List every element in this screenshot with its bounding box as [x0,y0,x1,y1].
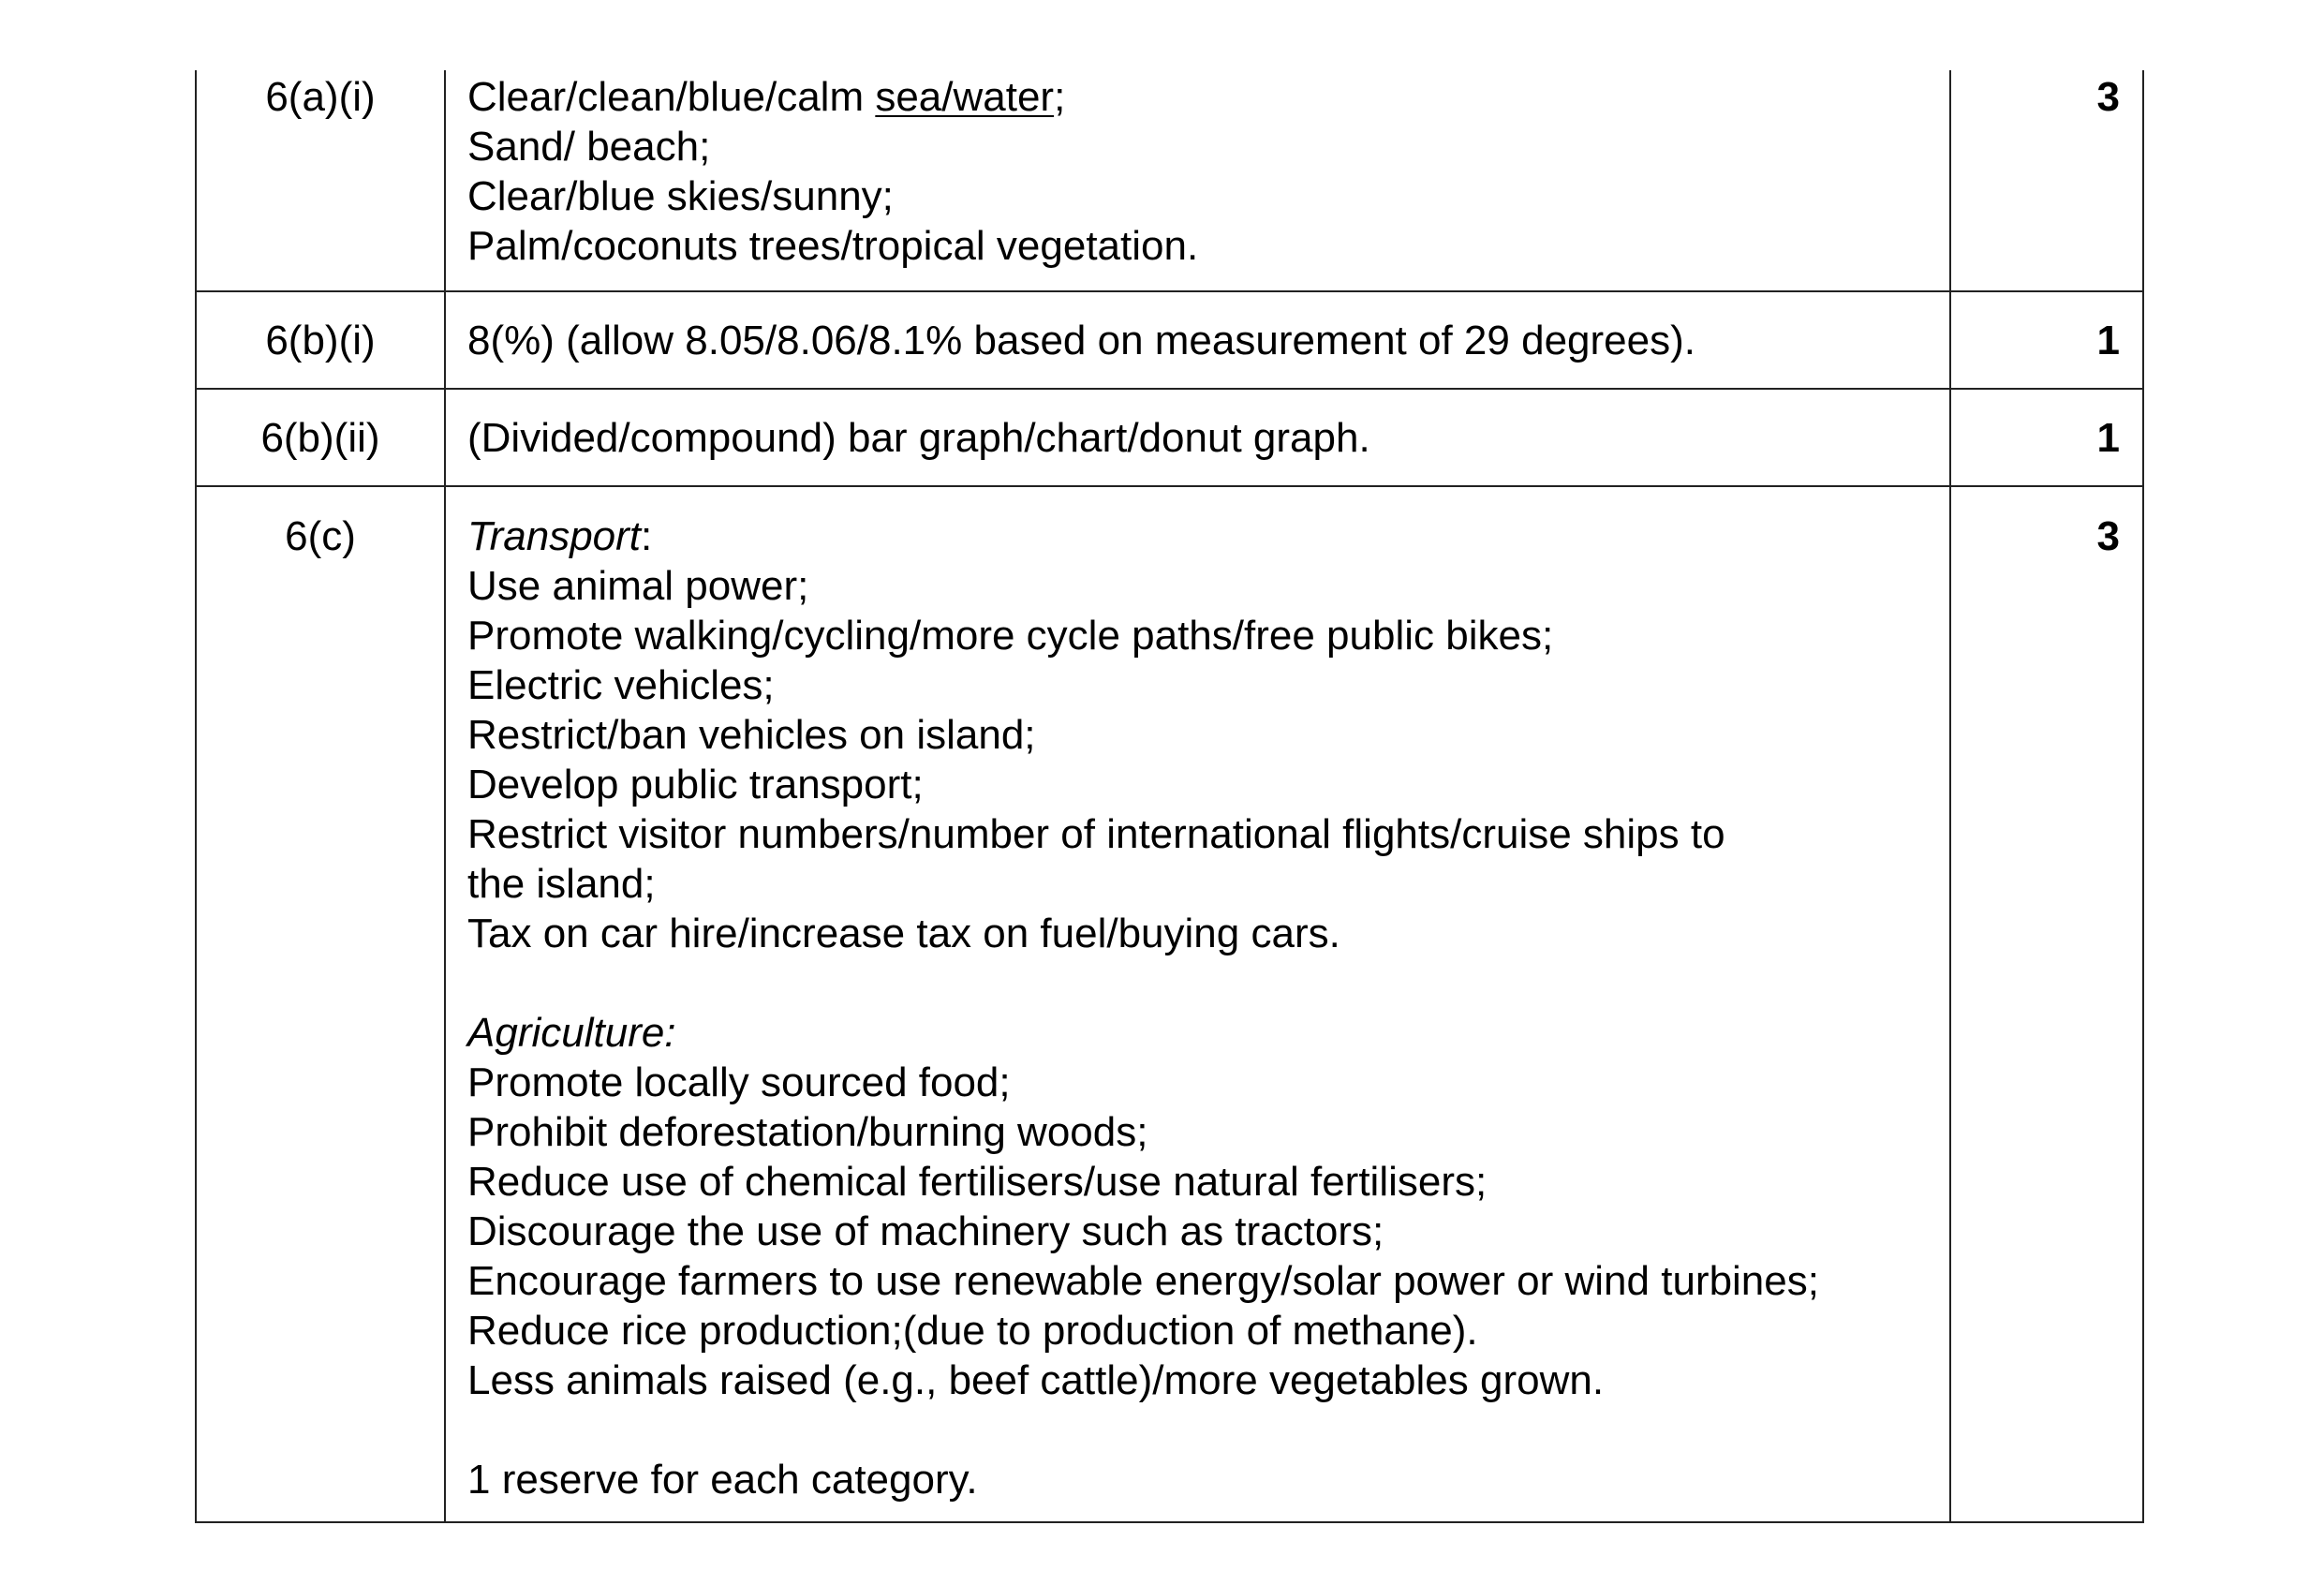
answer-line: 8(%) (allow 8.05/8.06/8.1% based on measurement of 29 degrees). [467,318,1695,363]
transport-heading-line [467,511,1931,561]
agriculture-item: Prohibit deforestation/burning woods; [467,1109,1148,1155]
question-number: 6(a)(i) [265,74,376,120]
transport-item: Restrict visitor numbers/number of international flights/cruise ships to [467,811,1725,857]
answer-text: ; [1054,74,1066,120]
transport-item: Tax on car hire/increase tax on fuel/buying cars. [467,911,1340,956]
agriculture-item: Discourage the use of machinery such as tractors; [467,1208,1384,1254]
mark-scheme-page [195,70,2142,1523]
marks-cell [1950,389,2143,486]
marks-value: 3 [2096,513,2120,559]
agriculture-item: Reduce use of chemical fertilisers/use natural fertilisers; [467,1159,1488,1205]
transport-heading: Transport [467,513,642,559]
transport-item: Promote walking/cycling/more cycle paths/free public bikes; [467,613,1554,659]
marks-value: 1 [2096,415,2120,461]
transport-item: Restrict/ban vehicles on island; [467,712,1036,758]
answer-text: Clear/clean/blue/calm [467,74,876,120]
answer-cell [445,291,1950,389]
reserve-note: 1 reserve for each category. [467,1457,978,1503]
answer-line: Clear/blue skies/sunny; [467,173,894,219]
transport-item: Develop public transport; [467,762,924,807]
agriculture-item: Less animals raised (e.g., beef cattle)/more vegetables grown. [467,1357,1605,1403]
answer-cell [445,389,1950,486]
underlined-key-term: sea/water [875,74,1055,120]
transport-item: Electric vehicles; [467,662,775,708]
answer-line: Sand/ beach; [467,124,711,170]
transport-item: the island; [467,861,656,907]
table-row-6c [196,486,2143,1522]
mark-scheme-table [195,70,2144,1523]
answer-line: Palm/coconuts trees/tropical vegetation. [467,223,1199,269]
table-row-6b-i [196,291,2143,389]
agriculture-item: Reduce rice production;(due to production of methane). [467,1308,1478,1354]
transport-item: Use animal power; [467,563,809,609]
agriculture-item: Promote locally sourced food; [467,1059,1011,1105]
agriculture-item: Encourage farmers to use renewable energy/solar power or wind turbines; [467,1258,1819,1304]
question-number-cell [196,486,445,1522]
question-number: 6(c) [285,513,356,559]
section-spacer [467,958,1931,1008]
answer-line [467,72,1931,122]
answer-cell [445,70,1950,291]
question-number-cell [196,389,445,486]
question-number-cell [196,70,445,291]
answer-line: (Divided/compound) bar graph/chart/donut graph. [467,415,1370,461]
heading-colon: : [641,513,653,559]
marks-cell [1950,70,2143,291]
marks-cell [1950,291,2143,389]
section-spacer [467,1405,1931,1455]
agriculture-heading: Agriculture: [467,1010,676,1056]
table-row-6a-i [196,70,2143,291]
marks-cell [1950,486,2143,1522]
marks-value: 1 [2096,318,2120,363]
marks-value: 3 [2096,74,2120,120]
question-number: 6(b)(ii) [260,415,380,461]
answer-cell [445,486,1950,1522]
question-number: 6(b)(i) [265,318,376,363]
table-row-6b-ii [196,389,2143,486]
question-number-cell [196,291,445,389]
